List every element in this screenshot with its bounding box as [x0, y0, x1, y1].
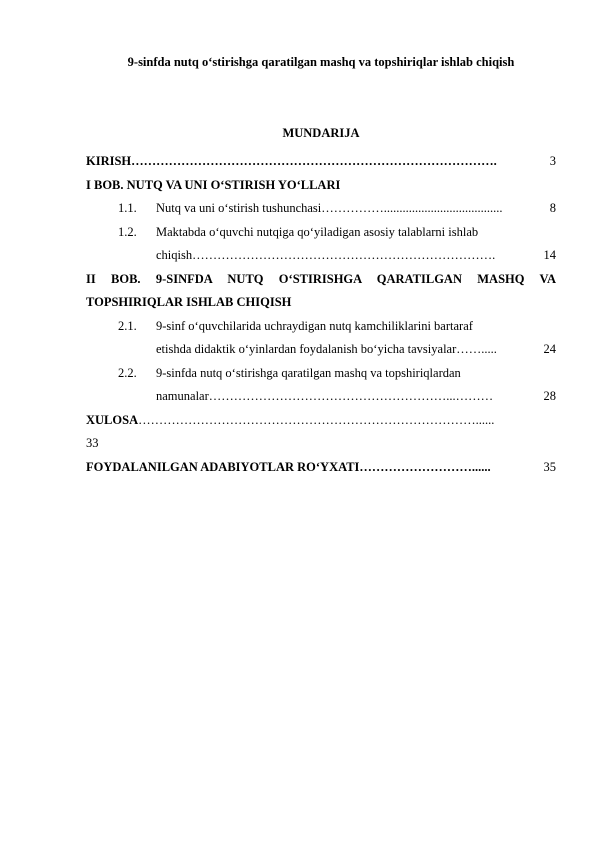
toc-section-number: 2.2. — [118, 365, 137, 380]
toc-entry-text: Maktabda o‘quvchi nutqiga qo‘yiladigan asosiy talablarni ishlab — [156, 224, 479, 239]
toc-chapter-1: I BOB. NUTQ VA UNI O‘STIRISH YO‘LLARI — [86, 177, 341, 192]
toc-section-number: 1.1. — [118, 201, 137, 215]
toc-entry-text: 9-sinfda nutq o‘stirishga qaratilgan mashq va topshiriqlardan — [156, 365, 461, 380]
toc-entry-xulosa-page: 33 — [86, 436, 99, 450]
toc-entry-2-1 — [86, 315, 556, 339]
toc-leader-dots: …………………………………………………...……… — [208, 389, 494, 403]
toc-entry-kirish — [86, 150, 556, 174]
toc-entry-foydalanilgan — [86, 456, 556, 480]
toc-entry-2-2-cont — [86, 385, 556, 409]
table-of-contents — [86, 150, 556, 479]
contents-heading: MUNDARIJA — [282, 126, 360, 140]
toc-page-number: 14 — [543, 248, 556, 262]
toc-entry-text: 9-sinf o‘quvchilarida uchraydigan nutq kamchiliklarini bartaraf — [156, 318, 473, 333]
toc-page-number: 24 — [543, 342, 556, 356]
toc-leader-dots: ………………………...... — [359, 459, 491, 474]
toc-page-number: 8 — [549, 201, 556, 215]
toc-chapter-2: II BOB. 9-SINFDA NUTQ O‘STIRISHGA QARATILGAN MASHQ VA — [86, 271, 556, 286]
toc-page-number: 28 — [540, 389, 556, 403]
toc-entry-2-1-cont — [86, 338, 556, 362]
toc-entry-2-2 — [86, 362, 556, 386]
toc-section-number: 1.2. — [118, 224, 137, 239]
toc-entry-text: XULOSA — [86, 412, 139, 427]
toc-leader-dots: ………………………………………………………………. — [192, 248, 496, 262]
toc-entry-text: namunalar — [156, 389, 209, 403]
toc-leader-dots: ……………………………………………………………………………. — [131, 154, 497, 168]
toc-entry-text: FOYDALANILGAN ADABIYOTLAR RO‘YXATI — [86, 459, 360, 474]
toc-entry-text: etishda didaktik o‘yinlardan foydalanish bo‘yicha tavsiyalar — [156, 342, 457, 356]
toc-entry-text: KIRISH — [86, 154, 132, 168]
toc-chapter-2-cont: TOPSHIRIQLAR ISHLAB CHIQISH — [86, 295, 292, 309]
toc-entry-1-2 — [86, 221, 556, 245]
toc-section-number: 2.1. — [118, 318, 137, 333]
document-title: 9-sinfda nutq o‘stirishga qaratilgan mashq va topshiriqlar ishlab chiqish — [127, 55, 515, 69]
toc-entry-xulosa — [86, 409, 556, 433]
toc-page-number: 3 — [549, 154, 556, 168]
toc-entry-1-2-cont — [86, 244, 556, 268]
toc-leader-dots: ……………...................................... — [321, 201, 503, 215]
toc-entry-1-1 — [86, 197, 556, 221]
toc-page-number: 35 — [543, 459, 556, 474]
toc-leader-dots: ……..... — [456, 342, 497, 356]
toc-entry-text: Nutq va uni o‘stirish tushunchasi — [156, 201, 322, 215]
toc-entry-text: chiqish — [156, 248, 193, 262]
toc-leader-dots: ………………………………………………………………………...... — [138, 412, 495, 427]
